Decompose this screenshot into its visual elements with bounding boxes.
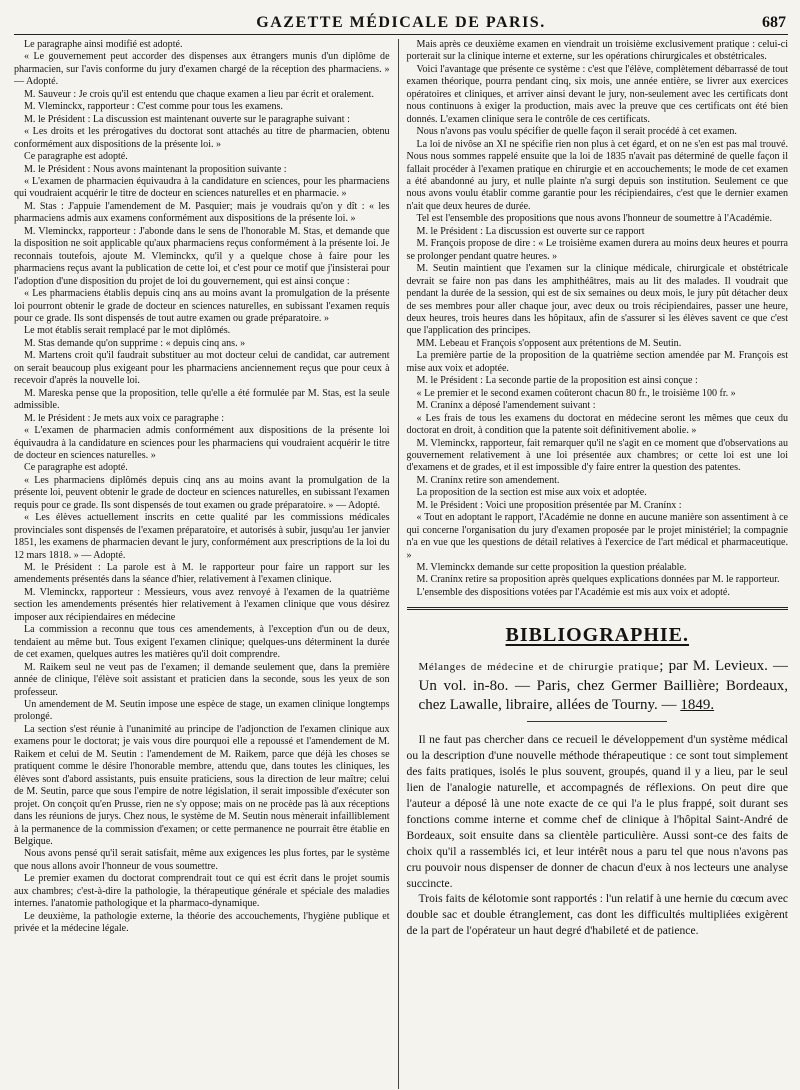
book-title: Mélanges de médecine et de chirurgie pratique	[418, 661, 660, 674]
left-column-paragraph: « Les élèves actuellement inscrits en cette qualité par les commissions médicales provinciales sont dispensés de l'examen préparatoire, et autorisés à subir, jusqu'au 1er janvier 1851, les examens de pharmacien devant le jury, conformément aux prescriptions de la loi du 12 mars 1818. » — Adopté.	[14, 512, 390, 561]
right-column-paragraph: « Tout en adoptant le rapport, l'Académie ne donne en aucune manière son assentiment à ce qui concerne l'organisation du jury d'examen proposée par le projet ministériel; la compagnie n'a en vue que les questions de détail relatives à l'exercice de l'art médical et pharmaceutique. »	[406, 512, 788, 561]
bibliography-heading: BIBLIOGRAPHIE.	[505, 624, 690, 647]
right-column-paragraph: Voici l'avantage que présente ce système : c'est que l'élève, complètement débarrassé de tout examen théorique, pourra pendant cinq, six mois, une année entière, se livrer aux exercices opératoires et cliniques, et arriver ainsi devant le jury, non-seulement avec les certificats dont nous continuons à exiger la production, mais avec la preuve que ces certificats ont été bien donnés. L'examen clinique sera le contrôle de ces certificats.	[406, 63, 788, 125]
left-column-paragraph: Le mot établis serait remplacé par le mot diplômés.	[24, 325, 231, 337]
left-column-paragraph: M. Vleminckx, rapporteur : J'abonde dans le sens de l'honorable M. Stas, et demande que la disposition ne soit applicable qu'aux pharmaciens reçus conformément à la présente loi. Je reconnais toutefois, ajoute M. Vleminckx, qu'il y a quelque chose à faire pour les pharmaciens reçus avant la publication de cette loi, et c'est pour ce motif que j'insisterai pour l'adoption d'une disposition du projet de loi du gouvernement, qui est ainsi conçue :	[14, 225, 390, 287]
running-title: GAZETTE MÉDICALE DE PARIS.	[256, 14, 546, 31]
right-column-paragraph: MM. Lebeau et François s'opposent aux prétentions de M. Seutin.	[416, 337, 682, 349]
right-column-paragraph: M. Vleminckx, rapporteur, fait remarquer qu'il ne s'agit en ce moment que d'observations au gouvernement relativement à une loi présentée aux chambres; or cette loi est une loi d'examens et de grades, et il est impossible d'y faire entrer la question des patentes.	[406, 437, 788, 474]
left-column-paragraph: M. le Président : Nous avons maintenant la proposition suivante :	[24, 163, 287, 175]
review-paragraph: Trois faits de kélotomie sont rapportés : l'un relatif à une hernie du cœcum avec double sac et double étranglement, cas dont les difficultés multipliées exigèrent de la part de l'opérateur un haut degré d'habileté et de patience.	[406, 892, 788, 938]
right-column-paragraph: M. François propose de dire : « Le troisième examen durera au moins deux heures et pourra se prolonger pendant quatre heures. »	[406, 238, 788, 262]
section-divider	[407, 607, 788, 610]
book-details: ; par M. Levieux. — Un vol. in-8o. — Paris, chez Germer Baillière; Bordeaux, chez Lawalle, libraire, allées de Tourny. —	[418, 658, 788, 714]
right-column-paragraph: La loi de nivôse an XI ne spécifie rien non plus à cet égard, et on ne s'en est pas mal trouvé. Nous nous sommes rappelé ensuite que la loi de 1835 n'avait pas déterminé de quelle façon il fallait procéder à l'examen pratique en chirurgie et en accouchements; le mode de cet examen a été abandonné au jury, et nulle plainte n'a surgi depuis son institution. Seulement ce que nous avons voulu établir comme garantie pour les récipiendaires, c'est que le dernier examen n'ait que deux heures de durée.	[406, 138, 788, 212]
left-column-paragraph: M. Mareska pense que la proposition, telle qu'elle a été formulée par M. Stas, est la seule admissible.	[14, 387, 390, 412]
left-column-paragraph: La commission a reconnu que tous ces amendements, à l'exception d'un ou de deux, tendaient au même but. Tous exigent l'examen clinique; quelques-uns déterminent la durée de cet examen, quelques autres les matières qu'il doit comprendre.	[14, 624, 390, 661]
left-column-paragraph: « Les droits et les prérogatives du doctorat sont attachés au titre de pharmacien, obtenu conformément aux dispositions de la présente loi. »	[14, 126, 390, 150]
right-column-paragraph: M. Cranínx retire son amendement.	[416, 474, 560, 486]
left-column-paragraph: M. Vleminckx, rapporteur : Messieurs, vous avez renvoyé à l'examen de la quatrième section les amendements présentés hier relativement à l'examen clinique que vous désirez imposer aux récipiendaires en médecine	[14, 586, 390, 623]
right-column-paragraph: M. le Président : La seconde partie de la proposition est ainsi conçue :	[416, 375, 698, 387]
left-column-paragraph: M. le Président : La discussion est maintenant ouverte sur le paragraphe suivant :	[24, 113, 350, 125]
left-column-paragraph: M. Vleminckx, rapporteur : C'est comme pour tous les examens.	[24, 101, 283, 113]
left-column-paragraph: Ce paragraphe est adopté.	[24, 462, 128, 474]
left-column-paragraph: M. Stas : J'appuie l'amendement de M. Pasquier; mais je voudrais qu'on y dît : « les pharmaciens admis aux examens conformément aux dispositions de la présente loi. »	[14, 200, 390, 225]
two-column-body	[14, 39, 788, 1089]
left-column-paragraph: Le premier examen du doctorat comprendrait tout ce qui est écrit dans le projet soumis aux chambres; c'est-à-dire la pathologie, la thérapeutique générale et spéciale des maladies internes. l'anatomie pathologique et la pharmaco-dynamique.	[14, 873, 390, 910]
right-column-paragraph: M. le Président : La discussion est ouverte sur ce rapport	[416, 225, 645, 237]
review-paragraph: Il ne faut pas chercher dans ce recueil le développement d'un système médical ou la description d'une nouvelle méthode thérapeutique : ce sont tout simplement des faits pratiques, isolés le plus souvent, groupés, quand il y a lieu, par le seul lien de l'analogie naturelle, et accompagnés de réflexions. On peut dire que l'auteur a déposé là une note exacte de ce qui l'a le plus frappé, soit durant ses fonctions comme interne et comme chef de clinique à l'hôpital Saint-André de Bordeaux, soit ensuite dans sa clientèle particulière. Aussi sont-ce des faits de choix qu'il a rassemblés ici, et leur intérêt nous a paru tel que nous n'avons pas cru pouvoir nous dispenser de donner de chacun d'eux à nos lecteurs une analyse succincte.	[406, 733, 788, 890]
left-column-paragraph: « Le gouvernement peut accorder des dispenses aux étrangers munis d'un diplôme de pharmacien, sur l'avis conforme du jury d'examen chargé de la réception des pharmaciens. » — Adopté.	[14, 51, 390, 88]
left-column-paragraph: La section s'est réunie à l'unanimité au principe de l'adjonction de l'examen clinique aux examens pour le doctorat; je vais vous dire pourquoi elle a repoussé et l'amendement de M. Raikem et celui de M. Seutin : l'amendement de M. Raikem, parce que déjà les choses se pratiquent comme le désire l'honorable membre, attendu que, dans toutes les cliniques, les élèves sont d'abord assistants, puis ensuite praticiens, sous la direction de leur maître; celui de M. Seutin, parce que sous l'empire de notre législation, il serait impossible d'exécuter son projet. On conçoit qu'en Prusse, rien ne s'y oppose; mais on ne procède pas là aux réceptions dans les réunions de jurys. Chez nous, le système de M. Seutin nous mènerait infailliblement à la permanence de la commission d'examen; or cette permanence ne pourrait être établie en Belgique.	[14, 723, 390, 847]
page-header	[14, 10, 788, 35]
right-column	[399, 39, 788, 1089]
left-column-paragraph: « L'examen de pharmacien admis conformément aux dispositions de la présente loi équivaudra à la candidature en sciences pour les pharmaciens qui voudraient acquérir le titre de docteur en sciences naturelles. »	[14, 425, 390, 461]
left-column-paragraph: « Les pharmaciens diplômés depuis cinq ans au moins avant la promulgation de la présente loi, peuvent obtenir le grade de docteur en sciences naturelles, en subissant l'examen requis pour ce grade. Ils sont dispensés de tout examen ou grade préparatoire. » — Adopté.	[14, 474, 390, 511]
right-column-paragraph: La proposition de la section est mise aux voix et adoptée.	[416, 487, 647, 499]
left-column-paragraph: Le paragraphe ainsi modifié est adopté.	[24, 39, 183, 50]
left-column-paragraph: « L'examen de pharmacien équivaudra à la candidature en sciences, pour les pharmaciens qui voudraient acquérir le titre de docteur en sciences naturelles et en pharmacie. »	[14, 175, 390, 200]
right-column-paragraph: M. Seutin maintient que l'examen sur la clinique médicale, chirurgicale et obstétricale devrait se faire non pas dans les amphithéâtres, mais au lit des malades. Il voudrait que pendant la durée de la session, qui est de six semaines ou deux mois, le jury pût détacher deux de ses membres pour aller chaque jour, avec deux ou trois récipiendaires, passer une heure, deux heures, trois heures dans les hôpitaux, afin de s'assurer si les élèves savent ce que c'est que l'application des principes.	[406, 263, 788, 337]
right-column-paragraph: M. Vleminckx demande sur cette proposition la question préalable.	[416, 562, 687, 574]
left-column-paragraph: Le deuxième, la pathologie externe, la théorie des accouchements, l'hygiène publique et privée et la médecine légale.	[14, 910, 390, 935]
left-column-paragraph: M. Stas demande qu'on supprime : « depuis cinq ans. »	[24, 337, 246, 349]
right-column-paragraph: M. le Président : Voici une proposition présentée par M. Cranínx :	[416, 499, 682, 511]
left-column-paragraph: M. Sauveur : Je crois qu'il est entendu que chaque examen a lieu par écrit et oralement.	[24, 88, 374, 100]
page-number: 687	[762, 14, 786, 31]
left-column-paragraph: Ce paragraphe est adopté.	[24, 151, 128, 163]
right-column-paragraph: Mais après ce deuxième examen en viendrait un troisième exclusivement pratique : celui-ci porterait sur la clinique interne et externe, sur les opérations chirurgicales et obstétricales.	[406, 39, 788, 63]
left-column	[14, 39, 399, 1089]
right-column-paragraph: L'ensemble des dispositions votées par l'Académie est mis aux voix et adopté.	[416, 586, 730, 598]
right-column-paragraph: « Les frais de tous les examens du doctorat en médecine seront les mêmes que ceux du doctorat en droit, à condition que la patente soit définitivement abolie. »	[406, 412, 788, 437]
book-year: 1849.	[680, 697, 715, 714]
left-column-paragraph: M. Raikem seul ne veut pas de l'examen; il demande seulement que, dans la première année de clinique, l'élève soit assistant et praticien dans la seconde, sous les yeux de son professeur.	[14, 661, 390, 698]
left-column-paragraph: M. Martens croit qu'il faudrait substituer au mot docteur celui de candidat, car autrement on serait beaucoup plus exigeant pour les pharmaciens anciennement reçus que pour ceux à recevoir d'après la nouvelle loi.	[14, 350, 390, 387]
reference-divider	[527, 721, 667, 722]
left-column-paragraph: « Les pharmaciens établis depuis cinq ans au moins avant la promulgation de la présente loi pourront obtenir le grade de docteur en sciences naturelles, en subissant l'examen requis pour ce grade. Ils sont dispensés de tout autre examen ou grade préparatoire. »	[14, 288, 390, 324]
left-column-paragraph: Un amendement de M. Seutin impose une espèce de stage, un examen clinique longtemps prolongé.	[14, 699, 390, 723]
right-column-paragraph: M. Cranínx a déposé l'amendement suivant :	[416, 400, 596, 412]
right-column-paragraph: Nous n'avons pas voulu spécifier de quelle façon il serait procédé à cet examen.	[416, 126, 737, 138]
left-column-paragraph: M. le Président : La parole est à M. le rapporteur pour faire un rapport sur les amendements présentés dans la séance d'hier, relativement à l'examen clinique.	[14, 562, 390, 586]
right-column-proceedings	[407, 39, 788, 599]
right-column-paragraph: La première partie de la proposition de la quatrième section amendée par M. François est mise aux voix et adoptée.	[406, 350, 788, 374]
left-column-paragraph: M. le Président : Je mets aux voix ce paragraphe :	[24, 412, 225, 424]
book-review	[407, 732, 788, 939]
right-column-paragraph: M. Cranínx retire sa proposition après quelques explications données par M. le rapporteur.	[416, 574, 780, 586]
right-column-paragraph: Tel est l'ensemble des propositions que nous avons l'honneur de soumettre à l'Académie.	[416, 213, 772, 225]
right-column-paragraph: « Le premier et le second examen coûteront chacun 80 fr., le troisième 100 fr. »	[416, 387, 736, 399]
book-reference	[407, 657, 788, 715]
left-column-paragraph: Nous avons pensé qu'il serait satisfait, même aux exigences les plus fortes, par le système que nous allons avoir l'honneur de vous soumettre.	[14, 848, 390, 872]
